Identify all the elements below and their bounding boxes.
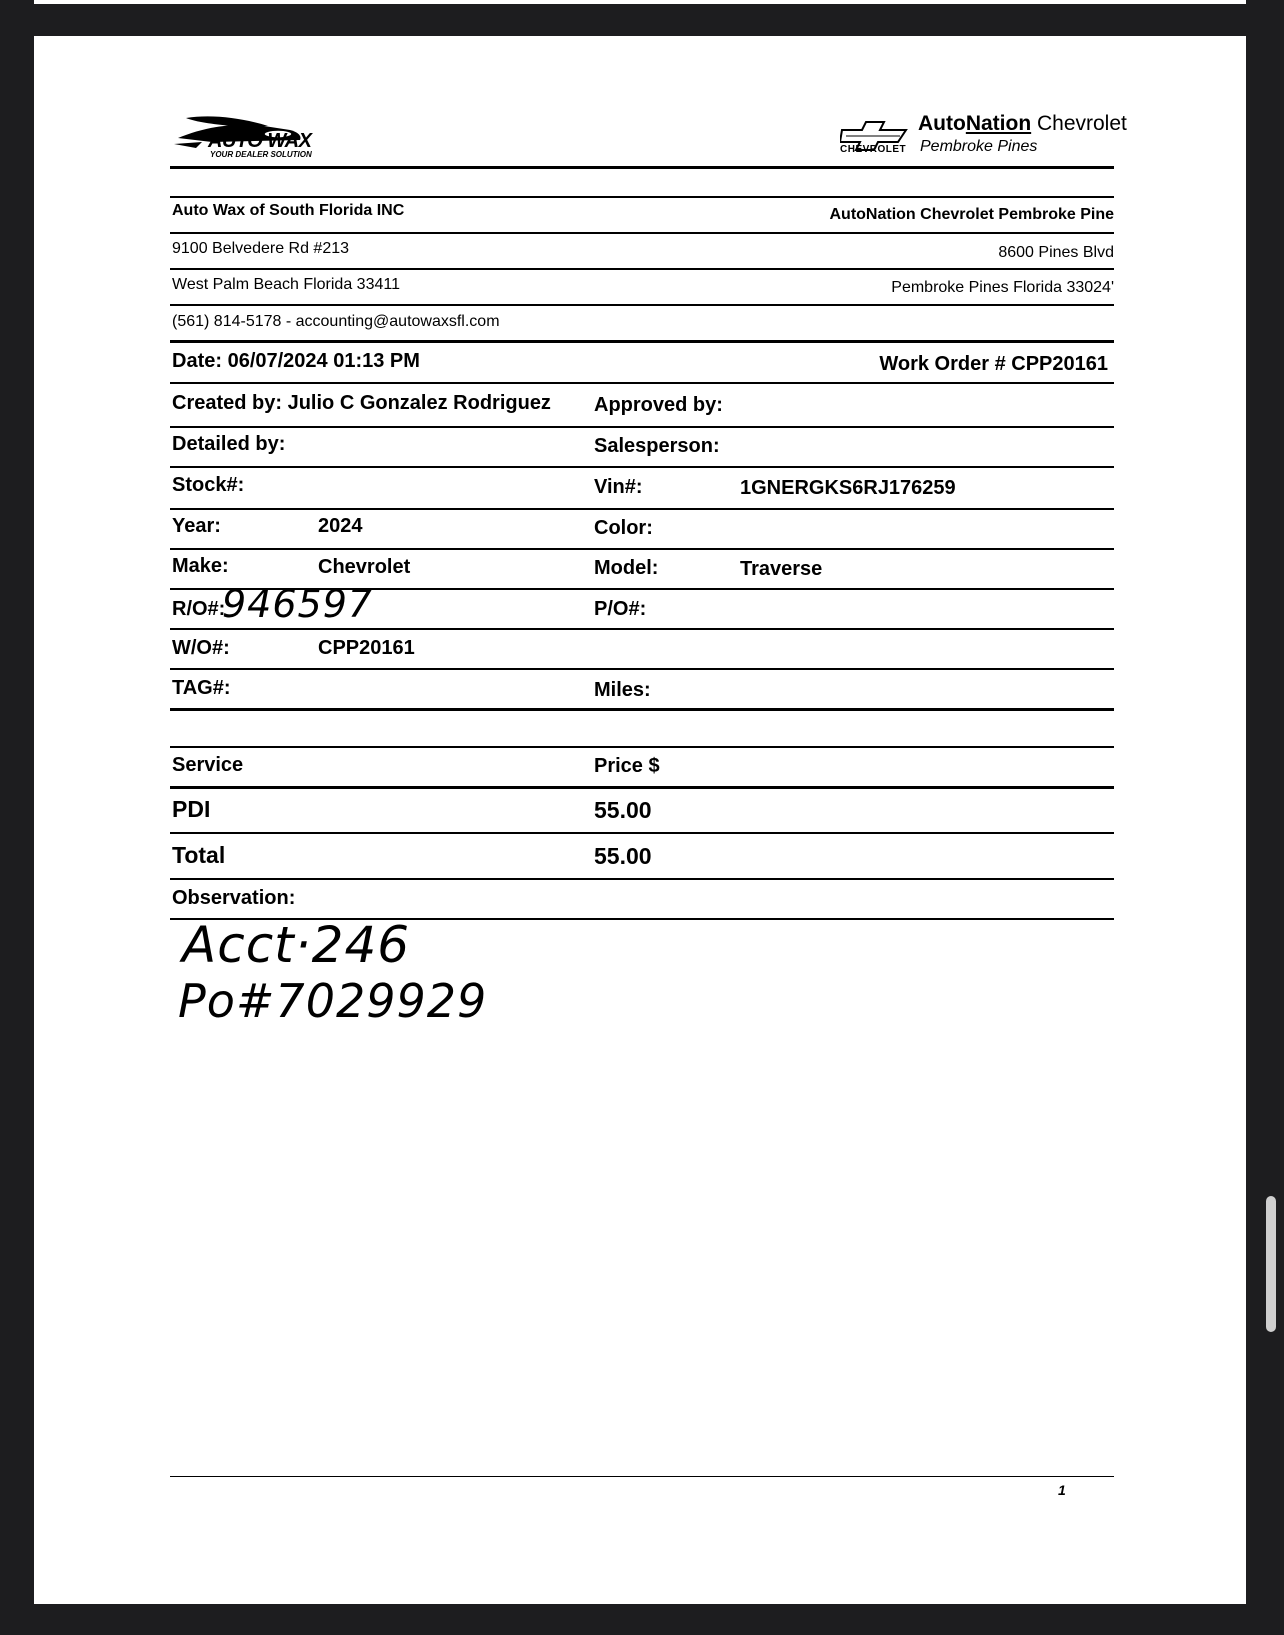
ro-label: R/O#:	[172, 598, 226, 620]
po-label: P/O#:	[594, 598, 647, 620]
autowax-logo-text: AUTO WAX	[208, 130, 312, 152]
divider	[170, 232, 1114, 234]
divider	[170, 878, 1114, 880]
year-label: Year:	[172, 515, 221, 537]
service-column-header: Service	[172, 754, 244, 776]
ro-handwritten-value: 946597	[222, 582, 374, 626]
vendor-name: Auto Wax of South Florida INC	[172, 202, 405, 219]
service-row-price: 55.00	[594, 797, 652, 823]
color-label: Color:	[594, 517, 653, 539]
observation-note-line1: Acct·246	[182, 916, 411, 974]
divider	[170, 268, 1114, 270]
autonation-logo-subtitle: Pembroke Pines	[920, 138, 1038, 155]
vin-label: Vin#:	[594, 476, 643, 498]
scrollbar-thumb[interactable]	[1266, 1196, 1276, 1332]
divider	[170, 746, 1114, 748]
divider	[170, 426, 1114, 428]
autonation-nation: Nation	[965, 112, 1032, 135]
observation-note-line2: Po#7029929	[178, 974, 488, 1028]
price-column-header: Price $	[594, 755, 660, 777]
chevrolet-bowtie-icon	[840, 118, 908, 162]
stock-label: Stock#:	[172, 474, 245, 496]
top-strip	[34, 0, 1246, 4]
created-by: Created by: Julio C Gonzalez Rodriguez	[172, 392, 551, 414]
wo-label: W/O#:	[172, 637, 230, 659]
divider	[170, 340, 1114, 343]
autonation-logo-title	[918, 112, 1127, 136]
tag-label: TAG#:	[172, 677, 231, 699]
wo-value: CPP20161	[318, 637, 415, 659]
chevrolet-wordmark: CHEVROLET	[840, 144, 907, 155]
total-label: Total	[172, 842, 226, 868]
divider	[170, 832, 1114, 834]
salesperson-label: Salesperson:	[594, 435, 720, 457]
footer-rule	[170, 1476, 1114, 1477]
header-rule	[170, 166, 1114, 169]
dealer-name: AutoNation Chevrolet Pembroke Pine	[829, 206, 1114, 223]
divider	[170, 668, 1114, 670]
order-date: Date: 06/07/2024 01:13 PM	[172, 350, 420, 372]
divider	[170, 548, 1114, 550]
make-label: Make:	[172, 555, 229, 577]
autowax-logo-tagline: YOUR DEALER SOLUTION	[210, 150, 312, 159]
divider	[170, 382, 1114, 384]
observation-label: Observation:	[172, 887, 296, 909]
autonation-auto: Auto	[918, 112, 966, 135]
divider	[170, 786, 1114, 789]
model-value: Traverse	[740, 558, 823, 580]
approved-by-label: Approved by:	[594, 394, 723, 416]
vendor-address-line1: 9100 Belvedere Rd #213	[172, 240, 350, 257]
make-value: Chevrolet	[318, 556, 411, 578]
miles-label: Miles:	[594, 679, 651, 701]
work-order-number: Work Order # CPP20161	[879, 353, 1108, 375]
document-page	[34, 36, 1246, 1604]
divider	[170, 708, 1114, 711]
vin-value: 1GNERGKS6RJ176259	[740, 477, 956, 499]
year-value: 2024	[318, 515, 363, 537]
total-value: 55.00	[594, 843, 652, 869]
vendor-contact: (561) 814-5178 - accounting@autowaxsfl.com	[172, 313, 500, 330]
vendor-address-line2: West Palm Beach Florida 33411	[172, 276, 400, 293]
divider	[170, 508, 1114, 510]
dealer-address-line1: 8600 Pines Blvd	[998, 244, 1114, 261]
dealer-address-line2: Pembroke Pines Florida 33024'	[891, 279, 1114, 296]
page-number: 1	[1058, 1482, 1066, 1498]
detailed-by-label: Detailed by:	[172, 433, 286, 455]
model-label: Model:	[594, 557, 659, 579]
autonation-chevrolet: Chevrolet	[1031, 112, 1127, 135]
divider	[170, 628, 1114, 630]
divider	[170, 466, 1114, 468]
divider	[170, 196, 1114, 198]
service-row-name: PDI	[172, 796, 211, 822]
divider	[170, 304, 1114, 306]
